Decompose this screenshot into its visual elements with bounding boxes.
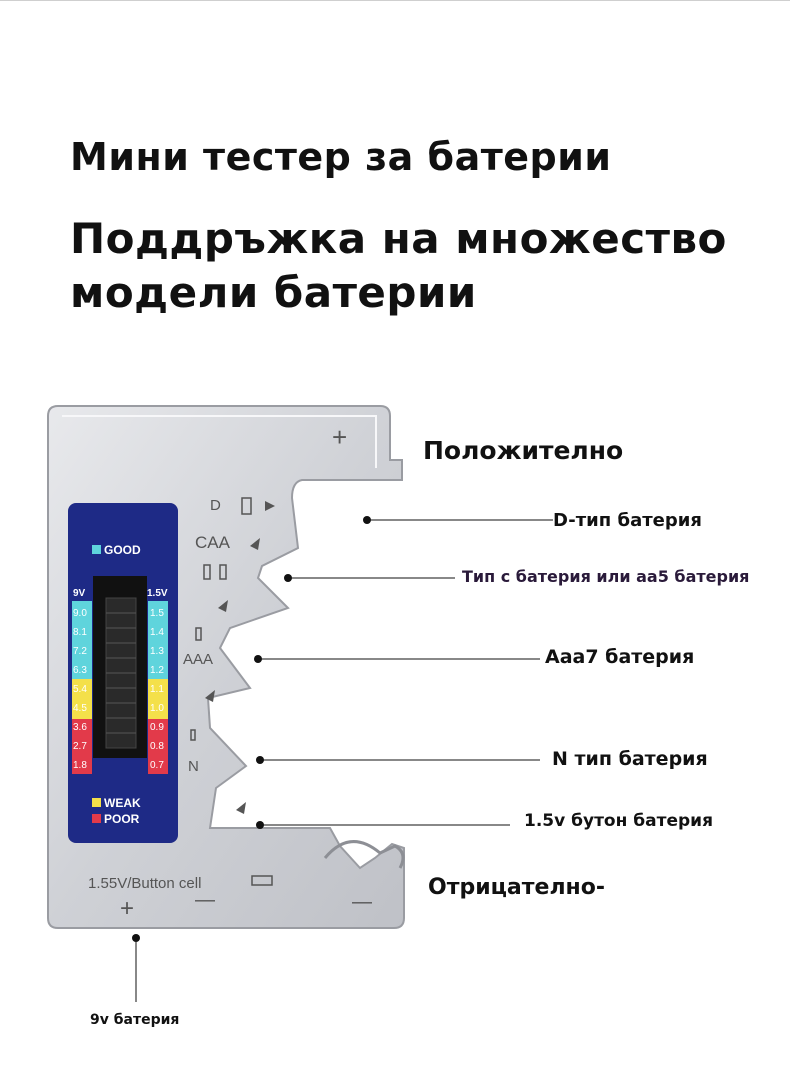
slot-n-label: N [188,758,199,775]
meter-weak-label: WEAK [104,796,141,810]
weak-swatch [92,798,101,807]
page-subtitle: Поддръжка на множество модели батерии [70,214,727,317]
scale-left-value: 6.3 [73,665,87,676]
scale-right-value: 1.4 [150,627,164,638]
callout-aa-type: Тип с батерия или аа5 батерия [462,567,750,586]
callout-button-type: 1.5v бутон батерия [524,811,713,831]
plus-bottom-sign: + [120,895,135,922]
meter-poor-label: POOR [104,812,140,826]
callout-nine-volt: 9v батерия [90,1012,180,1028]
meter-good-label: GOOD [104,543,141,557]
scale-right-value: 1.5 [150,608,164,619]
poor-swatch [92,814,101,823]
top-divider [0,0,790,1]
scale-left-value: 8.1 [73,627,87,638]
plus-top-sign: + [332,422,348,452]
scale-right-value: 1.2 [150,665,164,676]
good-swatch [92,545,101,554]
slot-caa-label: CAA [195,533,230,552]
scale-right-value: 1.0 [150,703,164,714]
slot-d-label: D [210,497,221,514]
minus-sign: — [195,889,215,911]
page-title: Мини тестер за батерии [70,135,612,179]
arrow-n-icon [236,802,246,814]
scale-right-header: 1.5V [147,588,168,599]
scale-left-value: 7.2 [73,646,87,657]
callout-aaa-type: Ааа7 батерия [545,646,695,668]
scale-right-value: 1.3 [150,646,164,657]
slot-aaa-label: AAA [183,651,214,668]
callout-d-type: D-тип батерия [553,510,702,531]
minus-sign: — [352,891,372,913]
callout-negative: Отрицателно- [428,875,605,900]
scale-right-value: 1.1 [150,684,164,695]
scale-left-value: 2.7 [73,741,87,752]
scale-left-value: 9.0 [73,608,87,619]
scale-left-value: 1.8 [73,760,87,771]
scale-left-value: 5.4 [73,684,87,695]
scale-left-value: 4.5 [73,703,87,714]
callout-positive: Положително [423,436,624,465]
scale-left-header: 9V [73,588,86,599]
scale-left-value: 3.6 [73,722,87,733]
scale-right-value: 0.9 [150,722,164,733]
scale-right-value: 0.8 [150,741,164,752]
battery-tester-device [40,398,420,938]
button-cell-label: 1.55V/Button cell [88,875,202,892]
scale-right-value: 0.7 [150,760,164,771]
callout-n-type: N тип батерия [552,748,708,770]
